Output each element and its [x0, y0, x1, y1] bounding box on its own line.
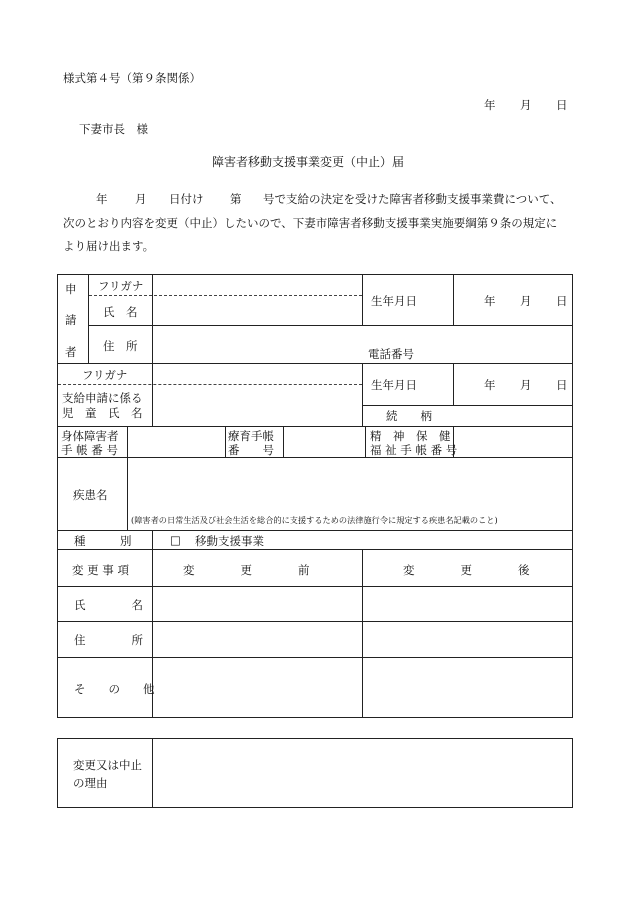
- intro-day: 日付け: [169, 192, 204, 206]
- child-name-label-2: 児 童 氏 名: [62, 406, 143, 420]
- child-birth-month: 月: [520, 378, 532, 392]
- change-other-after-field[interactable]: [364, 659, 571, 716]
- change-row-name-label: 氏 名: [74, 598, 143, 612]
- change-address-before-field[interactable]: [154, 623, 361, 656]
- child-relation-label: 続 柄: [386, 409, 432, 423]
- changes-header-before: 変 更 前: [183, 563, 310, 577]
- applicant-birthdate-field[interactable]: [454, 276, 571, 324]
- physical-handbook-label-2: 手 帳 番 号: [61, 443, 118, 457]
- child-birth-year: 年: [484, 378, 496, 392]
- applicant-phone-label: 電話番号: [368, 347, 414, 361]
- applicant-birth-month: 月: [520, 294, 532, 308]
- intro-year: 年: [96, 192, 108, 206]
- addressee: 下妻市長 様: [79, 122, 148, 136]
- applicant-name-label: 氏 名: [103, 305, 138, 319]
- physical-handbook-label-1: 身体障害者: [61, 429, 119, 443]
- applicant-side-label-1: 申: [65, 282, 77, 296]
- child-relation-field[interactable]: [454, 407, 571, 425]
- form-number: 様式第４号（第９条関係）: [63, 71, 201, 85]
- ryoiku-handbook-label-1: 療育手帳: [228, 429, 274, 443]
- child-birth-label: 生年月日: [371, 378, 417, 392]
- child-furigana-field[interactable]: [154, 365, 361, 383]
- intro-month: 月: [135, 192, 147, 206]
- applicant-birth-day: 日: [556, 294, 568, 308]
- child-name-field[interactable]: [154, 386, 361, 425]
- disease-note: (障害者の日常生活及び社会生活を総合的に支援するための法律施行令に規定する疾患名記載のこと): [131, 515, 498, 525]
- date-day-label: 日: [556, 98, 568, 112]
- applicant-name-field[interactable]: [154, 297, 361, 324]
- disease-field[interactable]: [129, 459, 571, 513]
- category-value: 移動支援事業: [195, 534, 264, 548]
- applicant-birth-label: 生年月日: [371, 294, 417, 308]
- date-year-label: 年: [484, 98, 496, 112]
- mental-handbook-label-1: 精 神 保 健: [370, 429, 451, 443]
- changes-header-item: 変 更 事 項: [72, 563, 129, 577]
- reason-field[interactable]: [154, 740, 571, 806]
- reason-label-1: 変更又は中止: [73, 758, 142, 772]
- intro-line3: より届け出ます。: [63, 239, 155, 253]
- change-address-after-field[interactable]: [364, 623, 571, 656]
- disease-label: 疾患名: [73, 488, 108, 502]
- ryoiku-handbook-field[interactable]: [285, 428, 364, 456]
- intro-line2: 次のとおり内容を変更（中止）したいので、下妻市障害者移動支援事業実施要綱第９条の規定に: [63, 216, 558, 230]
- applicant-side-label-2: 請: [65, 313, 77, 327]
- applicant-address-label: 住 所: [103, 339, 138, 353]
- intro-line1-rest: 号で支給の決定を受けた障害者移動支援事業費について、: [263, 192, 562, 206]
- page-title: 障害者移動支援事業変更（中止）届: [212, 155, 405, 169]
- change-other-before-field[interactable]: [154, 659, 361, 716]
- child-birth-day: 日: [556, 378, 568, 392]
- applicant-furigana-label: フリガナ: [98, 279, 144, 293]
- intro-dai: 第: [230, 192, 242, 206]
- ryoiku-handbook-label-2: 番 号: [228, 443, 274, 457]
- category-checkbox[interactable]: □: [170, 533, 181, 547]
- change-name-before-field[interactable]: [154, 588, 361, 620]
- reason-label-2: の理由: [73, 776, 108, 790]
- change-row-address-label: 住 所: [74, 633, 143, 647]
- category-label: 種 別: [74, 534, 132, 548]
- physical-handbook-field[interactable]: [129, 428, 224, 456]
- date-month-label: 月: [520, 98, 532, 112]
- applicant-address-field[interactable]: [154, 327, 571, 362]
- change-row-other-label: そ の 他: [74, 682, 155, 696]
- applicant-furigana-field[interactable]: [154, 276, 361, 294]
- change-name-after-field[interactable]: [364, 588, 571, 620]
- child-name-label-1: 支給申請に係る: [62, 391, 143, 405]
- child-furigana-label: フリガナ: [82, 368, 128, 382]
- child-birthdate-field[interactable]: [454, 365, 571, 404]
- applicant-birth-year: 年: [484, 294, 496, 308]
- mental-handbook-field[interactable]: [455, 428, 571, 456]
- changes-header-after: 変 更 後: [403, 563, 530, 577]
- applicant-side-label-3: 者: [65, 345, 77, 359]
- mental-handbook-label-2: 福 祉 手 帳 番 号: [370, 443, 458, 457]
